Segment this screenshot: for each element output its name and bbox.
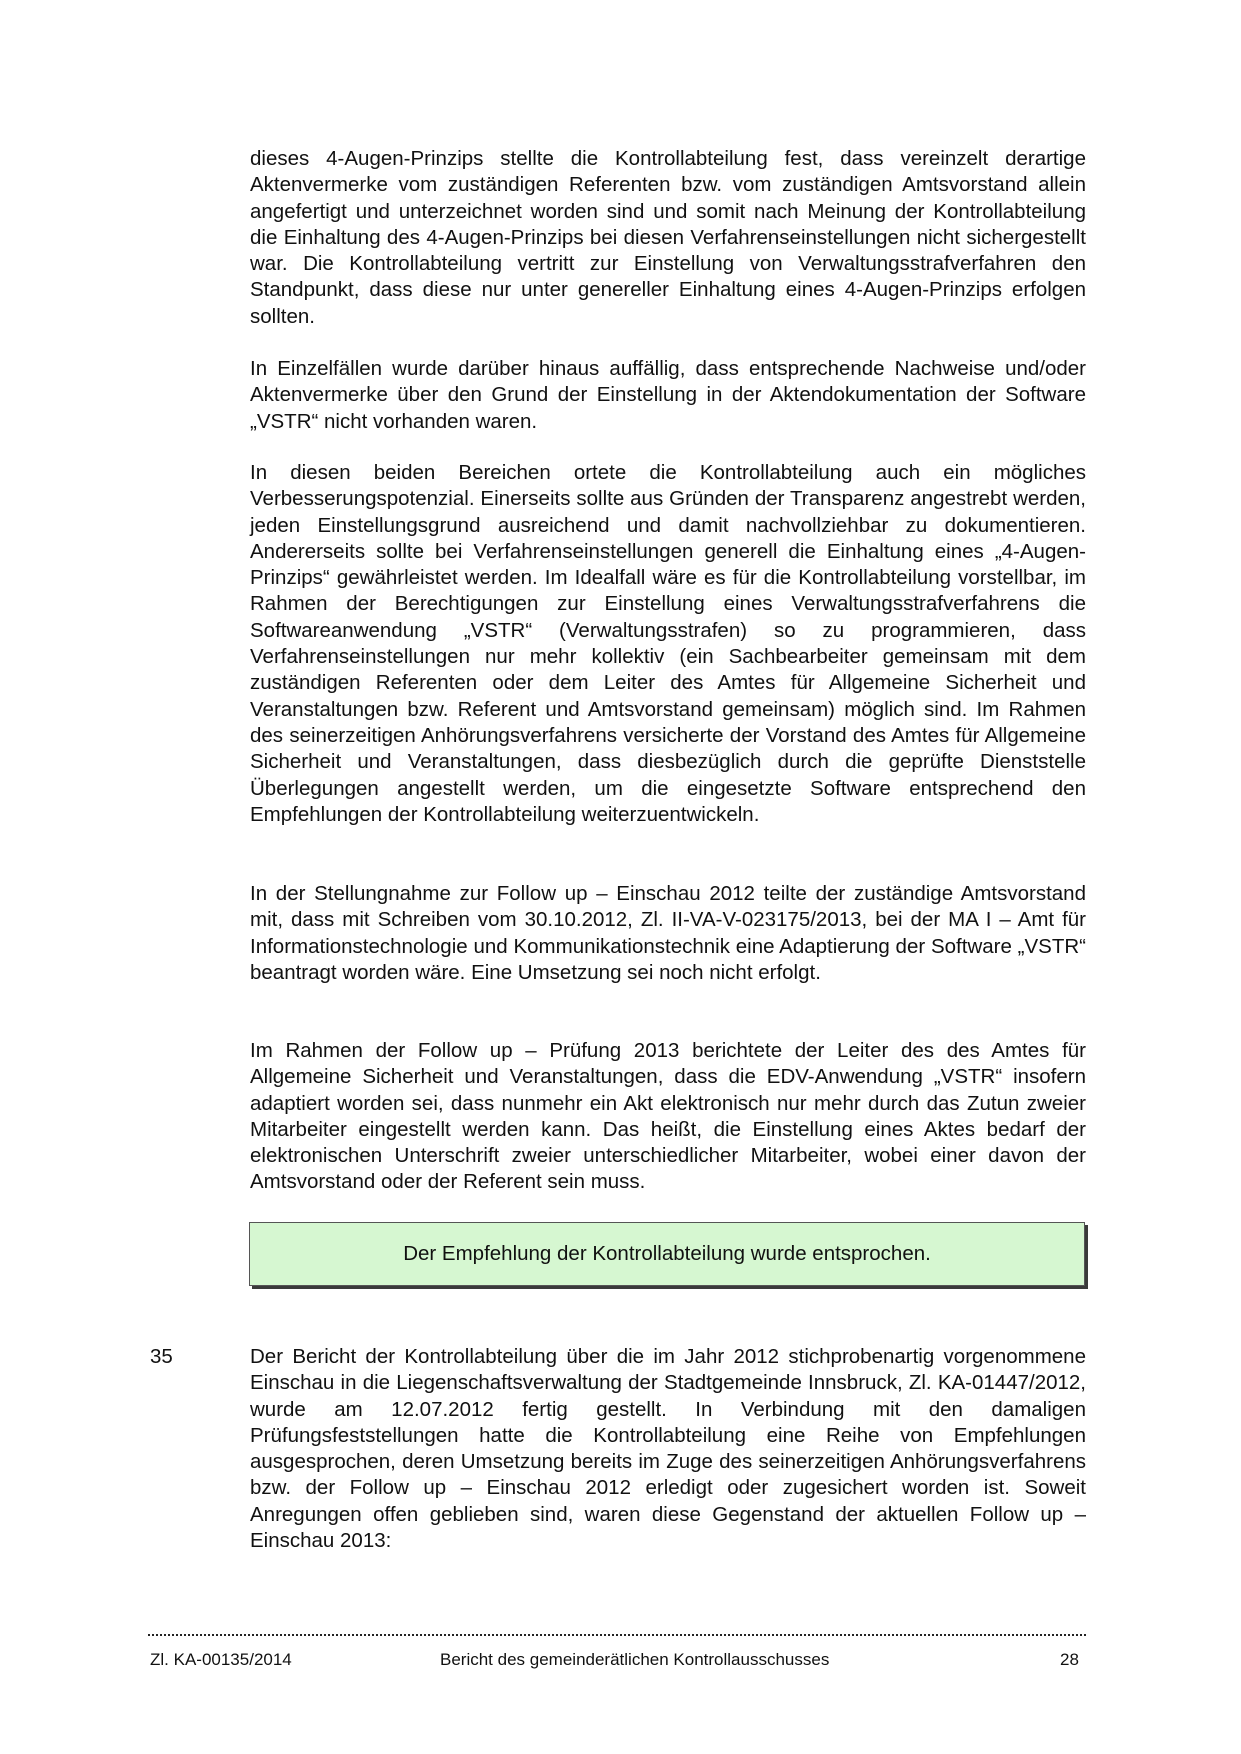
section-paragraph: Der Bericht der Kontrollabteilung über die im Jahr 2012 stichprobenartig vorgenommene Einschau in die Liegenschaftsverwaltung der Stadtgemeinde Innsbruck, Zl. KA-01447/2012, wurde am 12.07.2012 fertig gestellt. In Verbindung mit den damaligen Prüfungsfeststellungen hatte die Kontrollabteilung eine Reihe von Empfehlungen ausgesprochen, deren Umsetzung bereits im Zuge des seinerzeitigen Anhörungsverfahrens bzw. der Follow up – Einschau 2012 erledigt oder zugesichert worden ist. Soweit Anregungen offen geblieben sind, waren diese Gegenstand der aktuellen Follow up – Einschau 2013: bbox=[250, 1345, 1086, 1553]
paragraph-5: Im Rahmen der Follow up – Prüfung 2013 berichtete der Leiter des des Amtes für Allgemeine Sicherheit und Veranstaltungen, dass die EDV-Anwendung „VSTR“ insofern adaptiert worden sei, dass nunmehr ein Akt elektronisch nur mehr durch das Zutun zweier Mitarbeiter eingestellt werden kann. Das heißt, die Einstellung eines Aktes bedarf der elektronischen Unterschrift zweier unterschiedlicher Mitarbeiter, wobei einer davon der Amtsvorstand oder der Referent sein muss. bbox=[250, 1039, 1086, 1194]
footer-reference: Zl. KA-00135/2014 bbox=[150, 1650, 292, 1669]
footer-divider bbox=[148, 1630, 1086, 1636]
footer-title: Bericht des gemeinderätlichen Kontrollausschusses bbox=[440, 1650, 830, 1669]
paragraph-3: In diesen beiden Bereichen ortete die Kontrollabteilung auch ein mögliches Verbesserungspotenzial. Einerseits sollte aus Gründen der Transparenz angestrebt werden, jeden Einstellungsgrund ausreichend und damit nachvollziehbar zu dokumentieren. Andererseits sollte bei Verfahrenseinstellungen generell die Einhaltung eines „4-Augen-Prinzips“ gewährleistet werden. Im Idealfall wäre es für die Kontrollabteilung vorstellbar, im Rahmen der Berechtigungen zur Einstellung eines Verwaltungsstrafverfahrens die Softwareanwendung „VSTR“ (Verwaltungsstrafen) so zu programmieren, dass Verfahrenseinstellungen nur mehr kollektiv (ein Sachbearbeiter gemeinsam mit dem zuständigen Referenten oder dem Leiter des Amtes für Allgemeine Sicherheit und Veranstaltungen bzw. Referent und Amtsvorstand gemeinsam) möglich sind. Im Rahmen des seinerzeitigen Anhörungsverfahrens versicherte der Vorstand des Amtes für Allgemeine Sicherheit und Veranstaltungen, dass diesbezüglich durch die geprüfte Dienststelle Überlegungen angestellt werden, um die eingesetzte Software entsprechend den Empfehlungen der Kontrollabteilung weiterzuentwickeln. bbox=[250, 461, 1086, 826]
paragraph-2: In Einzelfällen wurde darüber hinaus auffällig, dass entsprechende Nachweise und/oder Aktenvermerke über den Grund der Einstellung in der Aktendokumentation der Software „VSTR“ nicht vorhanden waren. bbox=[250, 357, 1086, 433]
recommendation-status-text: Der Empfehlung der Kontrollabteilung wurde entsprochen. bbox=[403, 1242, 931, 1265]
paragraph-1: dieses 4-Augen-Prinzips stellte die Kontrollabteilung fest, dass vereinzelt derartige Aktenvermerke vom zuständigen Referenten bzw. vom zuständigen Amtsvorstand allein angefertigt und unterzeichnet worden sind und somit nach Meinung der Kontrollabteilung die Einhaltung des 4-Augen-Prinzips bei diesen Verfahrenseinstellungen nicht sichergestellt war. Die Kontrollabteilung vertritt zur Einstellung von Verwaltungsstrafverfahren den Standpunkt, dass diese nur unter genereller Einhaltung eines 4-Augen-Prinzips erfolgen sollten. bbox=[250, 147, 1086, 328]
section-number: 35 bbox=[150, 1345, 173, 1368]
recommendation-status-box bbox=[249, 1222, 1085, 1286]
footer-page-number: 28 bbox=[1060, 1650, 1079, 1669]
paragraph-4: In der Stellungnahme zur Follow up – Einschau 2012 teilte der zuständige Amtsvorstand mit, dass mit Schreiben vom 30.10.2012, Zl. II-VA-V-023175/2013, bei der MA I – Amt für Informationstechnologie und Kommunikationstechnik eine Adaptierung der Software „VSTR“ beantragt worden wäre. Eine Umsetzung sei noch nicht erfolgt. bbox=[250, 882, 1086, 984]
